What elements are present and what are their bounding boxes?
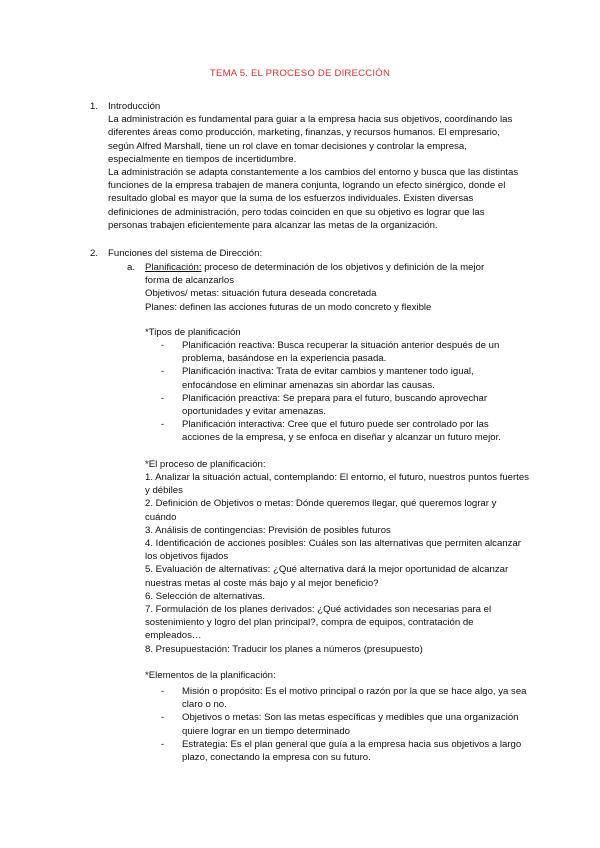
elemento-objetivos: Objetivos o metas: Son las metas específicas y medibles que una organización quiere lograr en un tiempo determinado [182,712,519,737]
dash-marker: - [161,392,165,404]
dash-marker: - [161,366,165,378]
elemento-mision: Misión o propósito: Es el motivo principal o razón por la que se hace algo, ya sea claro o no. [182,686,527,711]
planificacion-def-text: proceso de determinación de los objetivos y definición de la mejor forma de alcanzarlos [145,262,485,287]
proceso-step-3: 3. Análisis de contingencias: Previsión de posibles futuros [145,524,391,536]
proceso-step-6: 6. Selección de alternativas. [145,590,265,602]
list-item [161,711,527,737]
dash-marker: - [161,712,165,724]
proceso-step-7: 7. Formulación de los planes derivados: ¿Qué actividades son necesarias para el sostenimiento y logro del plan principal?, compra de equipos, contratación de empleados… [145,604,492,642]
section-1-number: 1. [90,101,99,112]
tipo-inactiva: Planificación inactiva: Trata de evitar cambios y mantener todo igual, enfocándose en eliminar amenazas sin abordar las causas. [182,366,474,391]
list-item [161,418,522,444]
tipos-list [161,339,522,445]
planificacion-term: Planificación: [145,262,202,273]
tipo-reactiva: Planificación reactiva: Busca recuperar la situación anterior después de un problema, basándose en la experiencia pasada. [182,340,500,365]
proceso-step-2: 2. Definición de Objetivos o metas: Dónde queremos llegar, qué queremos lograr y cuándo [145,498,497,523]
list-item [161,738,527,764]
dash-marker: - [161,419,165,431]
proceso-step-1: 1. Analizar la situación actual, contemplando: El entorno, el futuro, nuestros puntos fuertes y débiles [145,472,529,497]
section-1 [108,100,524,232]
planificacion-definition [145,261,505,287]
dash-marker: - [161,340,165,351]
document-title: TEMA 5. EL PROCESO DE DIRECCIÓN [209,68,391,79]
dash-marker: - [161,738,165,750]
tipo-interactiva: Planificación interactiva: Cree que el futuro puede ser controlado por las acciones de la empresa, y se enfoca en diseñar y alcanzar un futuro mejor. [182,419,501,444]
elemento-estrategia: Estrategia: Es el plan general que guía a la empresa hacia sus objetivos a largo plazo, conectando la empresa con su futuro. [182,738,522,764]
planes-line: Planes: definen las acciones futuras de un modo concreto y flexible [145,301,432,313]
elementos-list [161,685,527,764]
tipos-heading: *Tipos de planificación [145,327,241,338]
proceso-step-5: 5. Evaluación de alternativas: ¿Qué alternativa dará la mejor oportunidad de alcanzar nuestras metas al coste más bajo y al mejor beneficio? [145,564,509,589]
list-item [161,365,522,391]
list-item [161,685,527,711]
section-2-number: 2. [90,248,99,259]
dash-marker: - [161,686,165,697]
proceso-list [145,471,529,656]
proceso-heading: *El proceso de planificación: [145,459,266,470]
objetivos-line: Objetivos/ metas: situación futura deseada concretada [145,288,377,300]
tipo-preactiva: Planificación preactiva: Se prepara para el futuro, buscando aprovechar oportunidades y evitar amenazas. [182,392,488,418]
proceso-step-8: 8. Presupuestación: Traducir los planes a números (presupuesto) [145,643,423,655]
proceso-step-4: 4. Identificación de acciones posibles: Cuáles son las alternativas que permiten alcanzar los objetivos fijados [145,538,521,563]
section-1-paragraph-1: La administración es fundamental para guiar a la empresa hacia sus objetivos, coordinando las diferentes áreas como producción, marketing, finanzas, y recursos humanos. El empresario, según Alfred Marshall, tiene un rol clave en tomar decisiones y controlar la empresa, especialmente en tiempos de incertidumbre. [108,114,513,165]
section-1-paragraph-2: La administración se adapta constantemente a los cambios del entorno y busca que las distintas funciones de la empresa trabajen de manera conjunta, logrando un efecto sinérgico, donde el resultado global es mayor que la suma de los esfuerzos individuales. Existen diversas definiciones de administración, pero todas coinciden en que su objetivo es lograr que las personas trabajen eficientemente para alcanzar las metas de la organización. [108,167,519,231]
elementos-heading: *Elementos de la planificación: [145,670,276,681]
planificacion-block [145,261,505,314]
list-item [161,339,522,365]
section-2-heading: Funciones del sistema de Dirección: [108,248,263,259]
section-1-heading: Introducción [108,101,161,112]
item-a-marker: a. [127,262,136,273]
list-item [161,392,522,418]
